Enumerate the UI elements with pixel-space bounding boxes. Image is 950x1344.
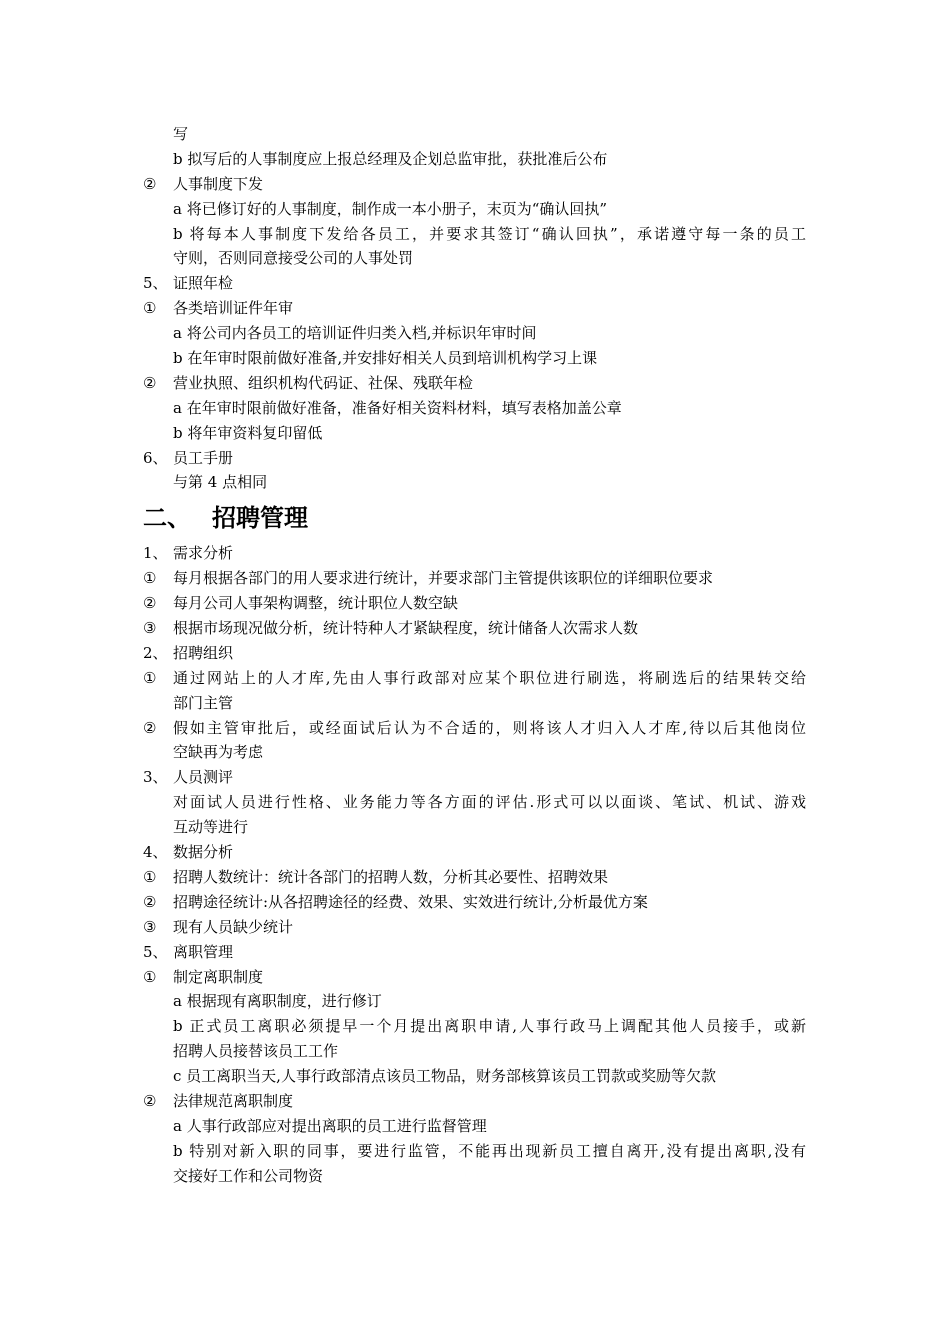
line-text: 离职管理	[173, 942, 234, 961]
line-text: 守则，否则同意接受公司的人事处罚	[173, 249, 414, 268]
line-text: 人员测评	[173, 768, 234, 787]
list-marker: 6、	[143, 448, 168, 467]
list-marker: ①	[143, 569, 157, 588]
list-marker: ①	[143, 668, 157, 687]
line-text: 数据分析	[173, 843, 234, 862]
line-text: b 在年审时限前做好准备,并安排好相关人员到培训机构学习上课	[173, 349, 598, 368]
line-text: 假如主管审批后，或经面试后认为不合适的，则将该人才归入人才库,待以后其他岗位	[173, 718, 806, 737]
line-text: b 特别对新入职的同事，要进行监管，不能再出现新员工擅自离开,没有提出离职,没有	[173, 1141, 806, 1160]
text-line	[0, 346, 950, 371]
line-text: 法律规范离职制度	[173, 1091, 294, 1110]
text-line	[0, 470, 950, 495]
document-body	[0, 122, 950, 1189]
list-marker: 2、	[143, 643, 168, 662]
text-line	[0, 421, 950, 446]
text-line	[0, 1164, 950, 1189]
text-line	[0, 147, 950, 172]
line-text: 招聘组织	[173, 643, 234, 662]
text-line	[0, 222, 950, 247]
line-text: 各类培训证件年审	[173, 299, 294, 318]
text-line	[0, 915, 950, 940]
line-text: 写	[173, 125, 189, 143]
list-marker: 5、	[143, 942, 168, 961]
text-line	[0, 541, 950, 566]
line-text: 招聘人员接替该员工工作	[173, 1042, 339, 1061]
line-text: 招聘人数统计：统计各部门的招聘人数，分析其必要性、招聘效果	[173, 867, 609, 886]
line-text: a 根据现有离职制度，进行修订	[173, 992, 382, 1011]
text-line	[0, 716, 950, 741]
list-marker: 1、	[143, 544, 168, 563]
line-text: 现有人员缺少统计	[173, 917, 294, 936]
text-line	[0, 1064, 950, 1089]
text-line	[0, 765, 950, 790]
text-line	[0, 865, 950, 890]
list-marker: ②	[143, 174, 157, 193]
text-line	[0, 890, 950, 915]
line-text: a 在年审时限前做好准备，准备好相关资料材料，填写表格加盖公章	[173, 398, 622, 417]
list-marker: 4、	[143, 843, 168, 862]
line-text: b 将年审资料复印留低	[173, 423, 323, 442]
text-line	[0, 396, 950, 421]
text-line	[0, 1014, 950, 1039]
line-text: 对面试人员进行性格、业务能力等各方面的评估.形式可以以面谈、笔试、机试、游戏	[173, 793, 806, 812]
text-line	[0, 591, 950, 616]
text-line	[0, 172, 950, 197]
text-line	[0, 616, 950, 641]
list-marker: ②	[143, 373, 157, 392]
line-text: 招聘途径统计:从各招聘途径的经费、效果、实效进行统计,分析最优方案	[173, 892, 648, 911]
line-text: 证照年检	[173, 274, 234, 293]
text-line	[0, 740, 950, 765]
text-line	[0, 296, 950, 321]
line-text: a 人事行政部应对提出离职的员工进行监督管理	[173, 1116, 487, 1135]
text-line	[0, 271, 950, 296]
line-text: 制定离职制度	[173, 967, 264, 986]
text-line	[0, 1139, 950, 1164]
text-line	[0, 1114, 950, 1139]
line-text: 每月根据各部门的用人要求进行统计，并要求部门主管提供该职位的详细职位要求	[173, 569, 714, 588]
text-line	[0, 566, 950, 591]
text-line	[0, 940, 950, 965]
line-text: 根据市场现况做分析，统计特种人才紧缺程度，统计储备人次需求人数	[173, 619, 639, 638]
text-line	[0, 197, 950, 222]
text-line	[0, 965, 950, 990]
line-text: 空缺再为考虑	[173, 743, 264, 762]
text-line	[0, 371, 950, 396]
text-line	[0, 790, 950, 815]
text-line	[0, 815, 950, 840]
text-line	[0, 989, 950, 1014]
list-marker: ③	[143, 619, 157, 638]
text-line	[0, 840, 950, 865]
text-line	[0, 122, 950, 147]
line-text: 与第 4 点相同	[173, 473, 268, 492]
list-marker: ①	[143, 867, 157, 886]
list-marker: ②	[143, 594, 157, 613]
line-text: b 正式员工离职必须提早一个月提出离职申请,人事行政马上调配其他人员接手，或新	[173, 1017, 806, 1036]
line-text: 人事制度下发	[173, 174, 264, 193]
section-heading	[0, 495, 950, 541]
section-number: 二、	[143, 504, 191, 533]
line-text: 营业执照、组织机构代码证、社保、残联年检	[173, 373, 474, 392]
list-marker: ①	[143, 299, 157, 318]
text-line	[0, 246, 950, 271]
list-marker: 5、	[143, 274, 168, 293]
text-line	[0, 1089, 950, 1114]
text-line	[0, 446, 950, 471]
line-text: 需求分析	[173, 544, 234, 563]
list-marker: ③	[143, 917, 157, 936]
line-text: a 将公司内各员工的培训证件归类入档,并标识年审时间	[173, 324, 537, 343]
line-text: 部门主管	[173, 693, 234, 712]
line-text: 通过网站上的人才库,先由人事行政部对应某个职位进行刷选，将刷选后的结果转交给	[173, 668, 806, 687]
line-text: b 拟写后的人事制度应上报总经理及企划总监审批，获批准后公布	[173, 149, 608, 168]
text-line	[0, 1039, 950, 1064]
line-text: 交接好工作和公司物资	[173, 1166, 324, 1185]
line-text: b 将每本人事制度下发给各员工，并要求其签订“确认回执”，承诺遵守每一条的员工	[173, 224, 806, 243]
text-line	[0, 666, 950, 691]
text-line	[0, 321, 950, 346]
line-text: 互动等进行	[173, 818, 249, 837]
line-text: 每月公司人事架构调整，统计职位人数空缺	[173, 594, 459, 613]
line-text: c 员工离职当天,人事行政部清点该员工物品，财务部核算该员工罚款或奖励等欠款	[173, 1067, 716, 1086]
list-marker: 3、	[143, 768, 168, 787]
text-line	[0, 641, 950, 666]
list-marker: ①	[143, 967, 157, 986]
list-marker: ②	[143, 892, 157, 911]
section-title: 招聘管理	[212, 504, 308, 533]
list-marker: ②	[143, 718, 157, 737]
list-marker: ②	[143, 1091, 157, 1110]
text-line	[0, 691, 950, 716]
line-text: 员工手册	[173, 448, 234, 467]
line-text: a 将已修订好的人事制度，制作成一本小册子，末页为“确认回执”	[173, 199, 608, 218]
